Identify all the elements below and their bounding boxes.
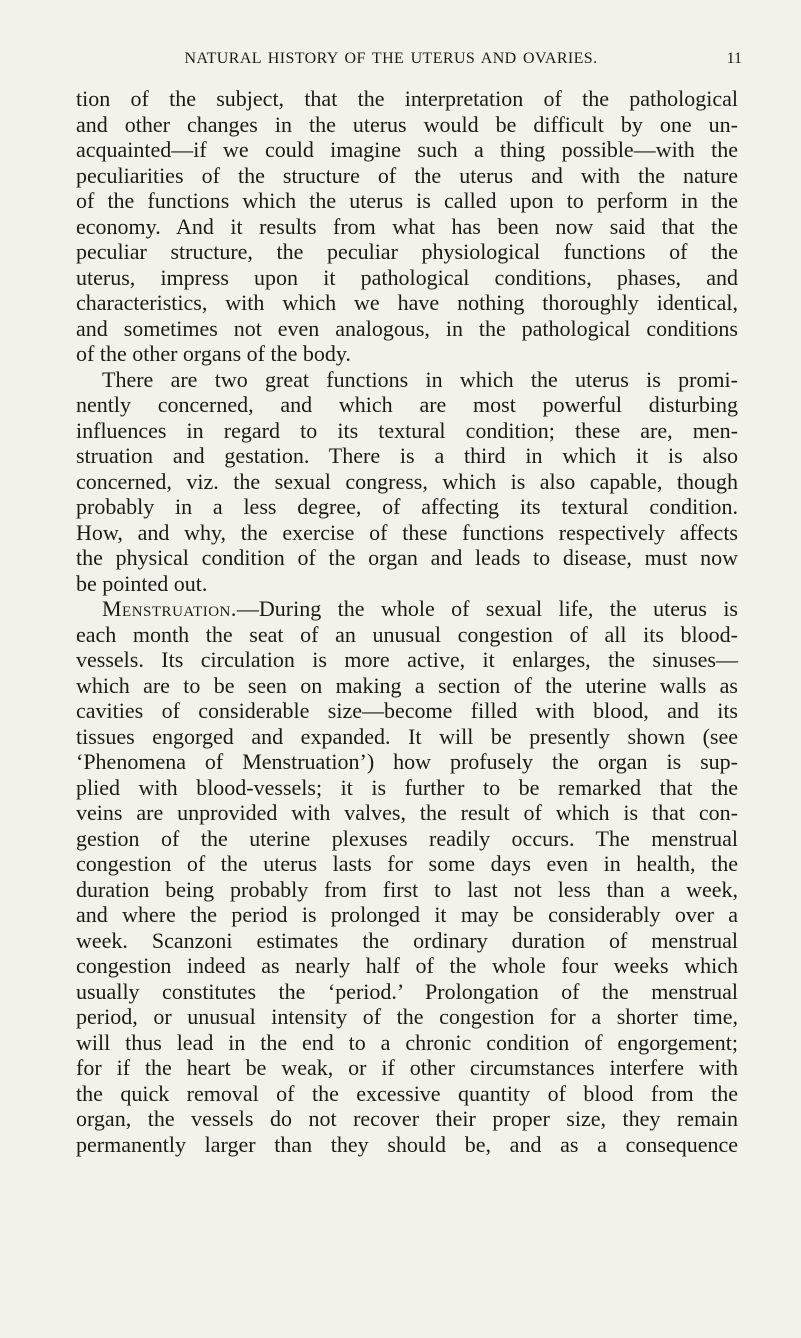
text-line: week. Scanzoni estimates the ordinary duration of menstrual: [76, 927, 738, 953]
text-line: organ, the vessels do not recover their proper size, they remain: [76, 1106, 738, 1131]
text-line: struation and gestation. There is a third in which it is also: [76, 443, 738, 468]
text-line: and other changes in the uterus would be difficult by one un-: [76, 111, 738, 137]
section-heading: Menstruation.: [102, 596, 237, 621]
text-line: tion of the subject, that the interpretation of the pathological: [76, 86, 738, 111]
text-line: peculiar structure, the peculiar physiological functions of the: [76, 239, 738, 264]
text-line: nently concerned, and which are most powerful disturbing: [76, 392, 738, 417]
page-number: 11: [726, 50, 742, 67]
paragraph-1: [76, 86, 738, 367]
text-line: period, or unusual intensity of the congestion for a shorter time,: [76, 1004, 738, 1029]
text-line: veins are unprovided with valves, the result of which is that con-: [76, 800, 738, 825]
text-line: for if the heart be weak, or if other circumstances interfere with: [76, 1055, 738, 1080]
body-text: [76, 86, 738, 1157]
text-line: uterus, impress upon it pathological conditions, phases, and: [76, 264, 738, 290]
text-line: will thus lead in the end to a chronic condition of engorgement;: [76, 1029, 738, 1055]
text-line: characteristics, with which we have nothing thoroughly identical,: [76, 290, 738, 315]
text-line: influences in regard to its textural condition; these are, men-: [76, 417, 738, 443]
text-line: There are two great functions in which the uterus is promi-: [102, 366, 738, 392]
text-line: congestion of the uterus lasts for some days even in health, the: [76, 851, 738, 876]
text-line: of the functions which the uterus is called upon to perform in the: [76, 188, 738, 213]
text-line: [76, 596, 738, 622]
text-line: economy. And it results from what has been now said that the: [76, 213, 738, 239]
running-title: NATURAL HISTORY OF THE UTERUS AND OVARIES.: [184, 50, 598, 67]
text-line: How, and why, the exercise of these functions respectively affects: [76, 519, 738, 545]
text-line: cavities of considerable size—become filled with blood, and its: [76, 698, 738, 723]
paragraph-3: [76, 596, 738, 1157]
running-head: [76, 50, 742, 80]
text-line: which are to be seen on making a section of the uterine walls as: [76, 672, 738, 698]
text-line: each month the seat of an unusual congestion of all its blood-: [76, 621, 738, 647]
text-line: acquainted—if we could imagine such a thing possible—with the: [76, 137, 738, 162]
text-line-rest: —During the whole of sexual life, the uterus is: [236, 596, 738, 621]
text-line: usually constitutes the ‘period.’ Prolongation of the menstrual: [76, 978, 738, 1004]
text-line: concerned, viz. the sexual congress, which is also capable, though: [76, 468, 738, 494]
text-line: tissues engorged and expanded. It will be presently shown (see: [76, 723, 738, 749]
text-line: and sometimes not even analogous, in the pathological conditions: [76, 315, 738, 341]
text-line: duration being probably from first to last not less than a week,: [76, 876, 738, 902]
text-line: permanently larger than they should be, and as a consequence: [76, 1131, 738, 1157]
text-line: vessels. Its circulation is more active, it enlarges, the sinuses—: [76, 647, 738, 672]
text-line: congestion indeed as nearly half of the whole four weeks which: [76, 953, 738, 978]
text-line: gestion of the uterine plexuses readily occurs. The menstrual: [76, 825, 738, 851]
text-line: and where the period is prolonged it may be considerably over a: [76, 902, 738, 927]
text-line: ‘Phenomena of Menstruation’) how profusely the organ is sup-: [76, 749, 738, 774]
text-line: probably in a less degree, of affecting its textural condition.: [76, 494, 738, 519]
text-line: the physical condition of the organ and leads to disease, must now: [76, 545, 738, 570]
text-line: the quick removal of the excessive quantity of blood from the: [76, 1080, 738, 1106]
text-line: plied with blood-vessels; it is further to be remarked that the: [76, 774, 738, 800]
text-line: of the other organs of the body.: [76, 341, 351, 366]
text-line: peculiarities of the structure of the uterus and with the nature: [76, 162, 738, 188]
text-line: be pointed out.: [76, 570, 208, 596]
paragraph-2: [76, 367, 738, 597]
